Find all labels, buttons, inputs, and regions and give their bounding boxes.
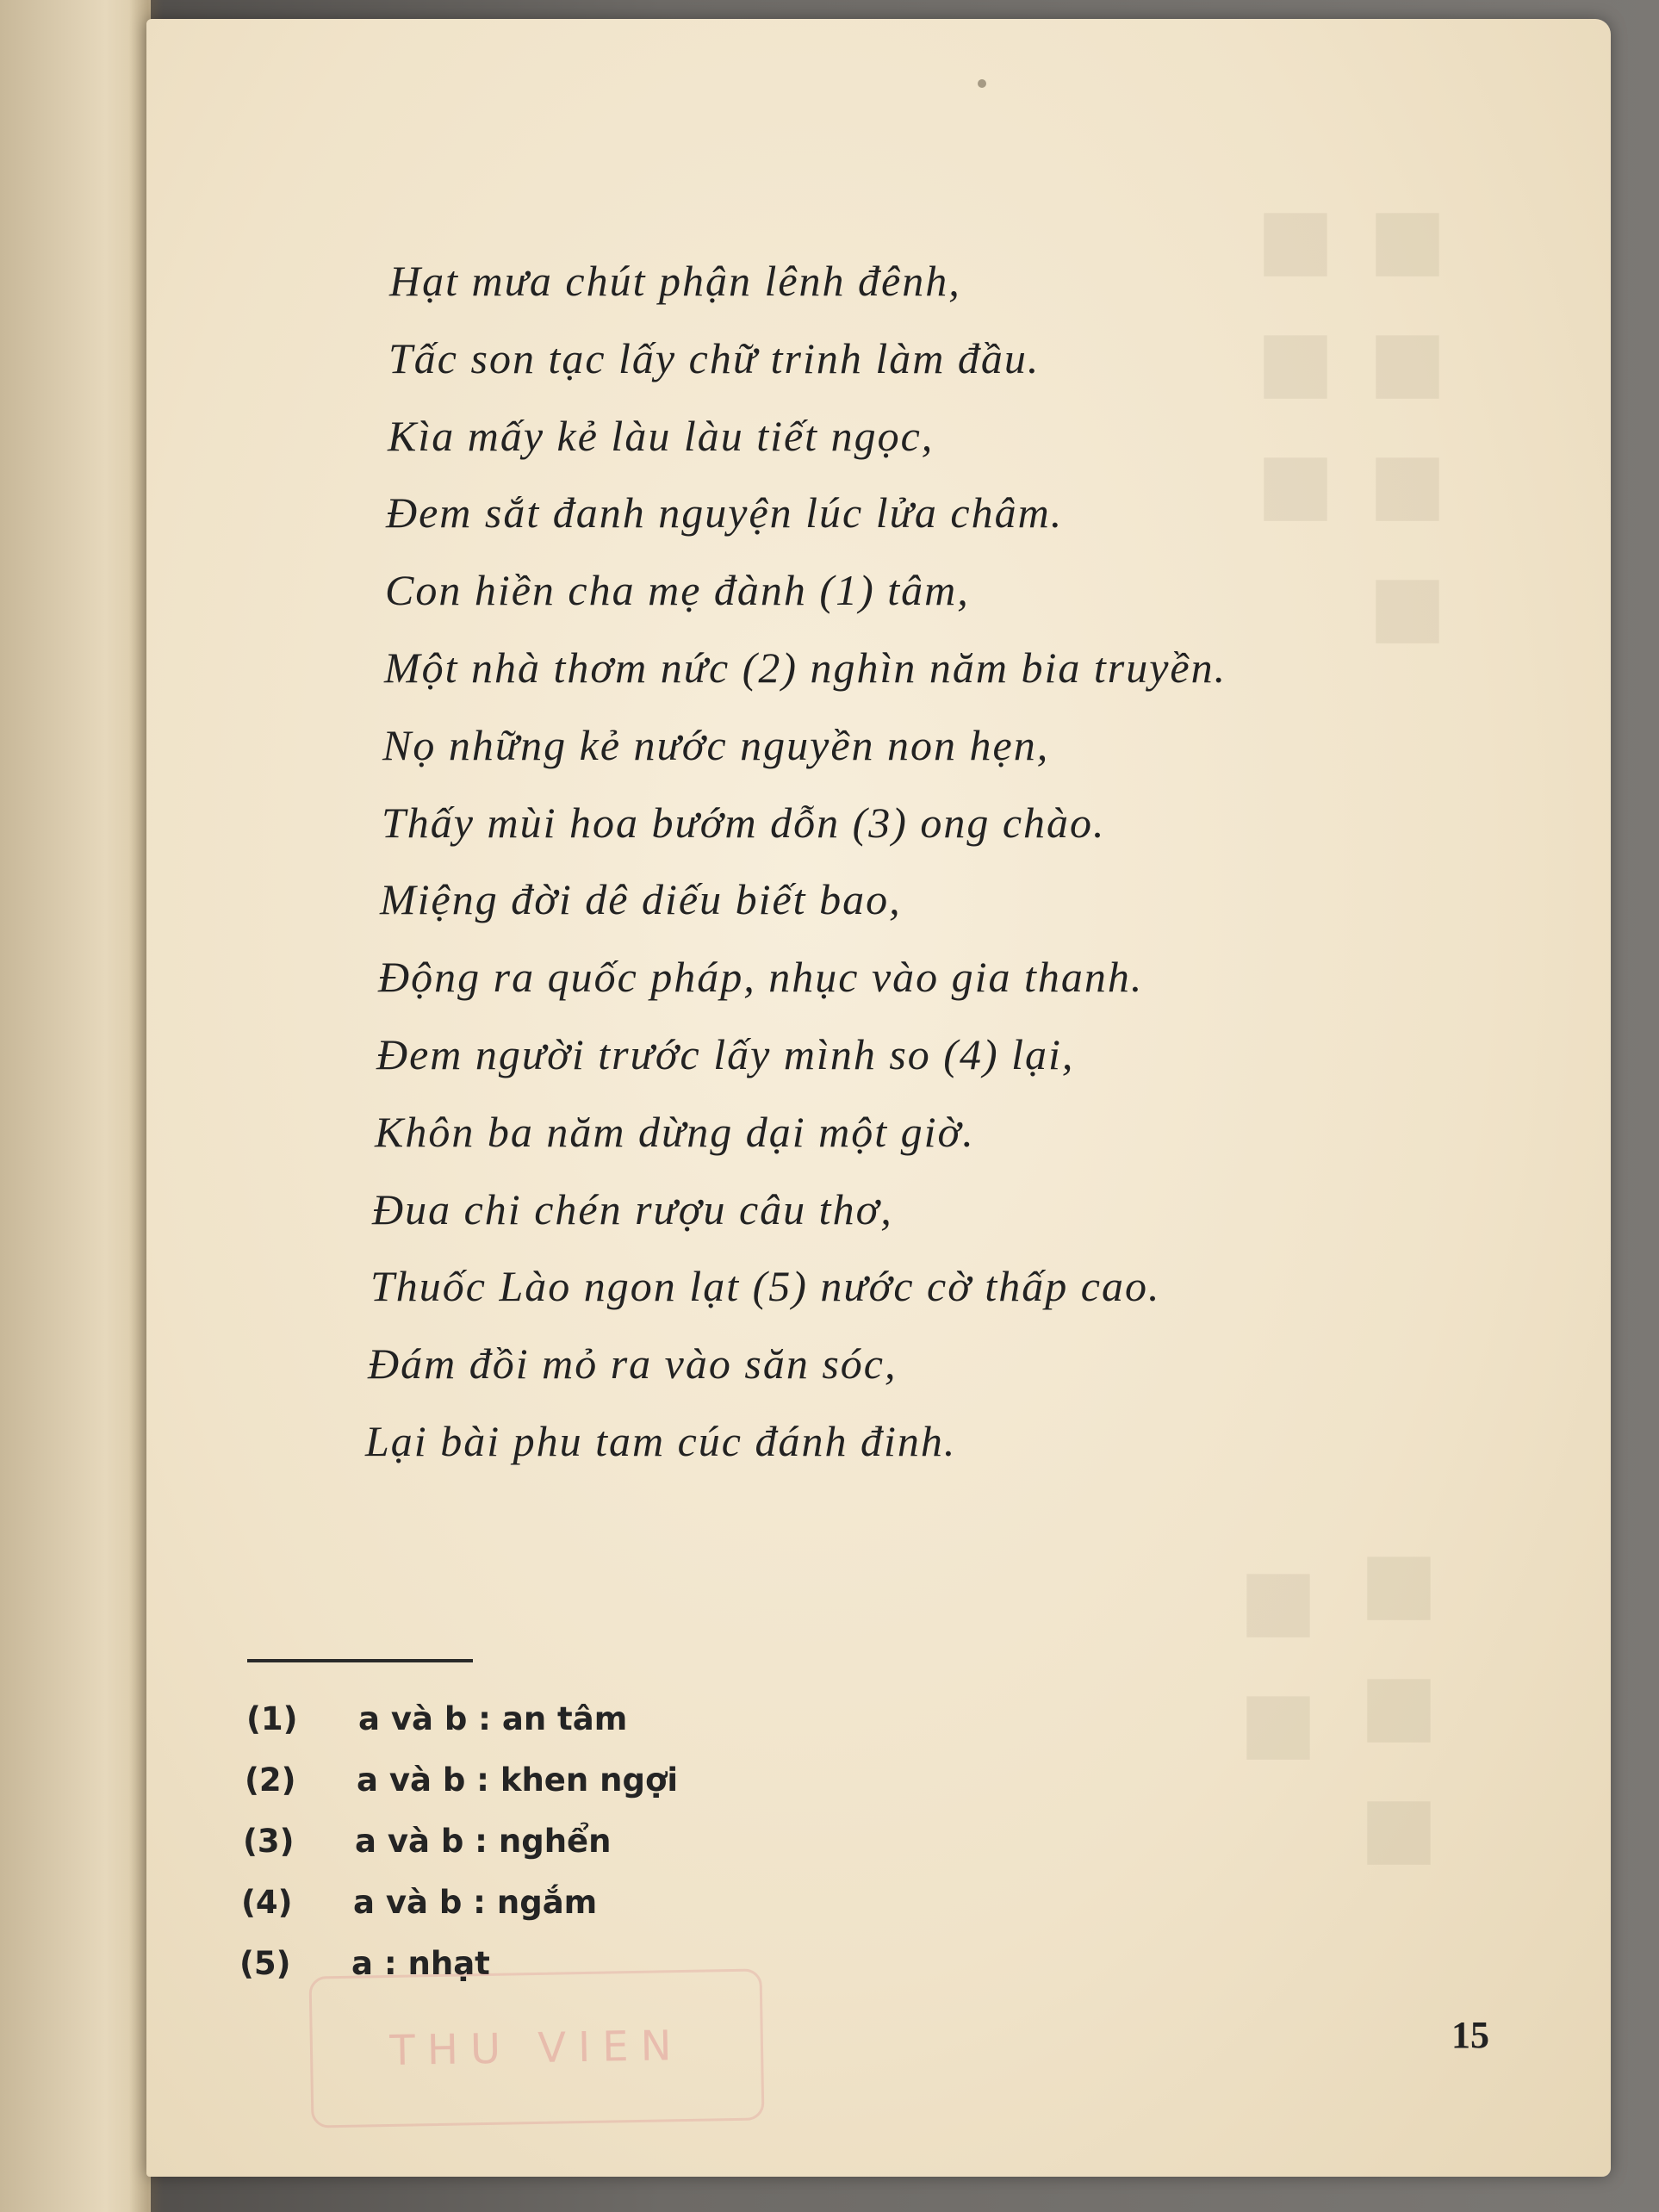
verse-line: Đua chi chén rượu câu thơ,	[372, 1184, 893, 1233]
footnote-number: (1)	[246, 1700, 298, 1737]
verse-line: Lại bài phu tam cúc đánh đinh.	[365, 1416, 957, 1465]
verse-line: Nọ những kẻ nước nguyền non hẹn,	[382, 720, 1050, 769]
poem-text	[327, 243, 1490, 1481]
footnote-item	[246, 1688, 678, 1749]
paper-speck	[978, 79, 986, 88]
verse-line: Động ra quốc pháp, nhục vào gia thanh.	[378, 953, 1144, 1002]
library-stamp: THU VIEN	[309, 1968, 765, 2128]
verse-line: Miệng đời dê diếu biết bao,	[380, 875, 902, 924]
footnote-text: a và b : khen ngợi	[357, 1762, 679, 1799]
verse-line: Hạt mưa chút phận lênh đênh,	[389, 257, 961, 305]
verse-line: Kìa mấy kẻ làu làu tiết ngọc,	[388, 411, 935, 460]
page-number: 15	[1451, 2014, 1489, 2056]
verse-line: Đem người trước lấy mình so (4) lại,	[376, 1029, 1075, 1078]
footnote-text: a và b : nghển	[355, 1823, 612, 1860]
footnote-number: (5)	[239, 1945, 291, 1982]
verse-line: Đám đồi mỏ ra vào săn sóc,	[368, 1339, 898, 1389]
footnote-item	[243, 1811, 678, 1872]
footnote-item	[245, 1749, 678, 1811]
verse-line: Thuốc Lào ngon lạt (5) nước cờ thấp cao.	[370, 1262, 1161, 1311]
verse-line: Đem sắt đanh nguyện lúc lửa châm.	[386, 488, 1064, 537]
footnote-text: a và b : ngắm	[353, 1884, 598, 1921]
verse-line: Một nhà thơm nức (2) nghìn năm bia truyền.	[384, 643, 1227, 692]
facing-page-edge	[0, 0, 151, 2212]
verse-line: Khôn ba năm dừng dại một giờ.	[375, 1107, 975, 1156]
verse-line: Con hiền cha mẹ đành (1) tâm,	[385, 566, 970, 615]
verse-line: Thấy mùi hoa bướm dỗn (3) ong chào.	[382, 798, 1106, 847]
footnote-text: a và b : an tâm	[358, 1700, 628, 1737]
footnotes	[238, 1688, 678, 1994]
verse-line: Tấc son tạc lấy chữ trinh làm đầu.	[388, 333, 1041, 382]
footnote-number: (4)	[241, 1884, 293, 1921]
footnote-item	[241, 1872, 678, 1933]
footnote-number: (2)	[245, 1762, 296, 1799]
footnote-text: a : nhạt	[351, 1945, 490, 1982]
footnote-number: (3)	[243, 1823, 295, 1860]
footnote-separator	[247, 1659, 473, 1662]
